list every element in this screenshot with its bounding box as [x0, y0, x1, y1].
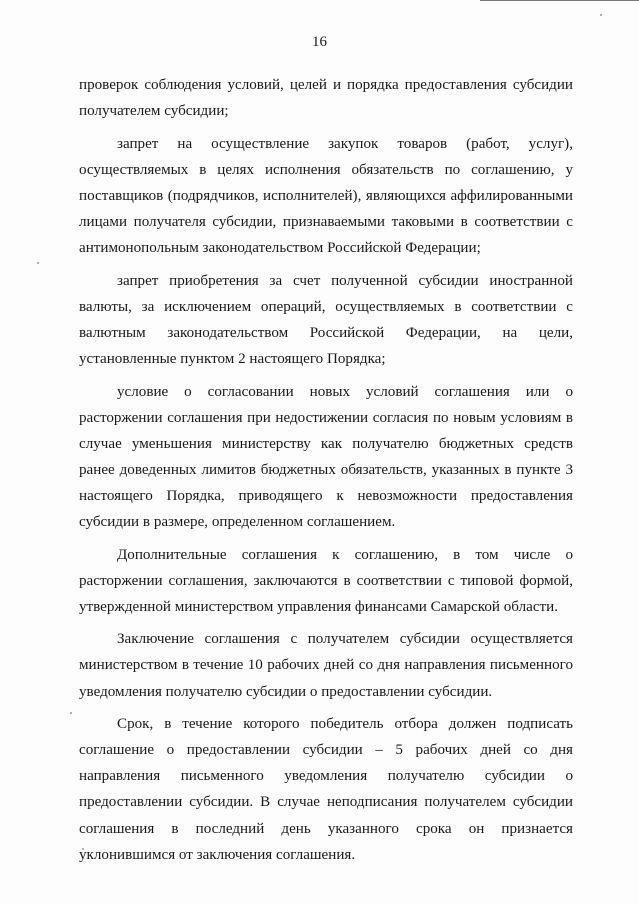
paragraph-affiliated-ban: запрет на осуществление закупок товаров (работ, услуг), осуществляемых в целях исполнения обязательств по соглашению, у поставщиков (подрядчиков, исполнителей), являющихся аффилированными лицами получателя субсидии, признаваемыми таковыми в соответствии с антимонопольным законодательством Российской Федерации; [79, 135, 573, 257]
scan-speck [600, 14, 602, 16]
top-edge-line [480, 0, 639, 1]
scan-speck [37, 262, 39, 264]
body-text [79, 72, 573, 874]
paragraph-new-conditions: условие о согласовании новых условий соглашения или о расторжении соглашения при недостижении согласия по новым условиям в случае уменьшения министерству как получателю бюджетных средств ранее доведенных лимитов бюджетных обязательств, указанных в пункте 3 настоящего Порядка, приводящего к невозможности предоставления субсидии в размере, определенном соглашением. [79, 383, 573, 530]
paragraph-currency-ban: запрет приобретения за счет полученной субсидии иностранной валюты, за исключением операций, осуществляемых в соответствии с валютным законодательством Российской Федерации, на цели, установленные пунктом 2 настоящего Порядка; [79, 272, 573, 367]
paragraph-agreement-conclusion: Заключение соглашения с получателем субсидии осуществляется министерством в течение 10 рабочих дней со дня направления письменного уведомления получателю субсидии о предоставлении субсидии. [79, 631, 573, 700]
paragraph-signing-deadline: Срок, в течение которого победитель отбора должен подписать соглашение о предоставлении субсидии – 5 рабочих дней со дня направления письменного уведомления получателю субсидии о предоставлении субсидии. В случае неподписания получателем субсидии соглашения в последний день указанного срока он признается уклонившимся от заключения соглашения. [79, 716, 573, 863]
paragraph-additional-agreements: Дополнительные соглашения к соглашению, в том числе о расторжении соглашения, заключаются в соответствии с типовой формой, утвержденной министерством управления финансами Самарской области. [79, 546, 573, 615]
scan-speck [70, 712, 72, 714]
paragraph-continuation: проверок соблюдения условий, целей и порядка предоставления субсидии получателем субсидии; [79, 77, 573, 120]
page-number: 16 [312, 34, 327, 50]
